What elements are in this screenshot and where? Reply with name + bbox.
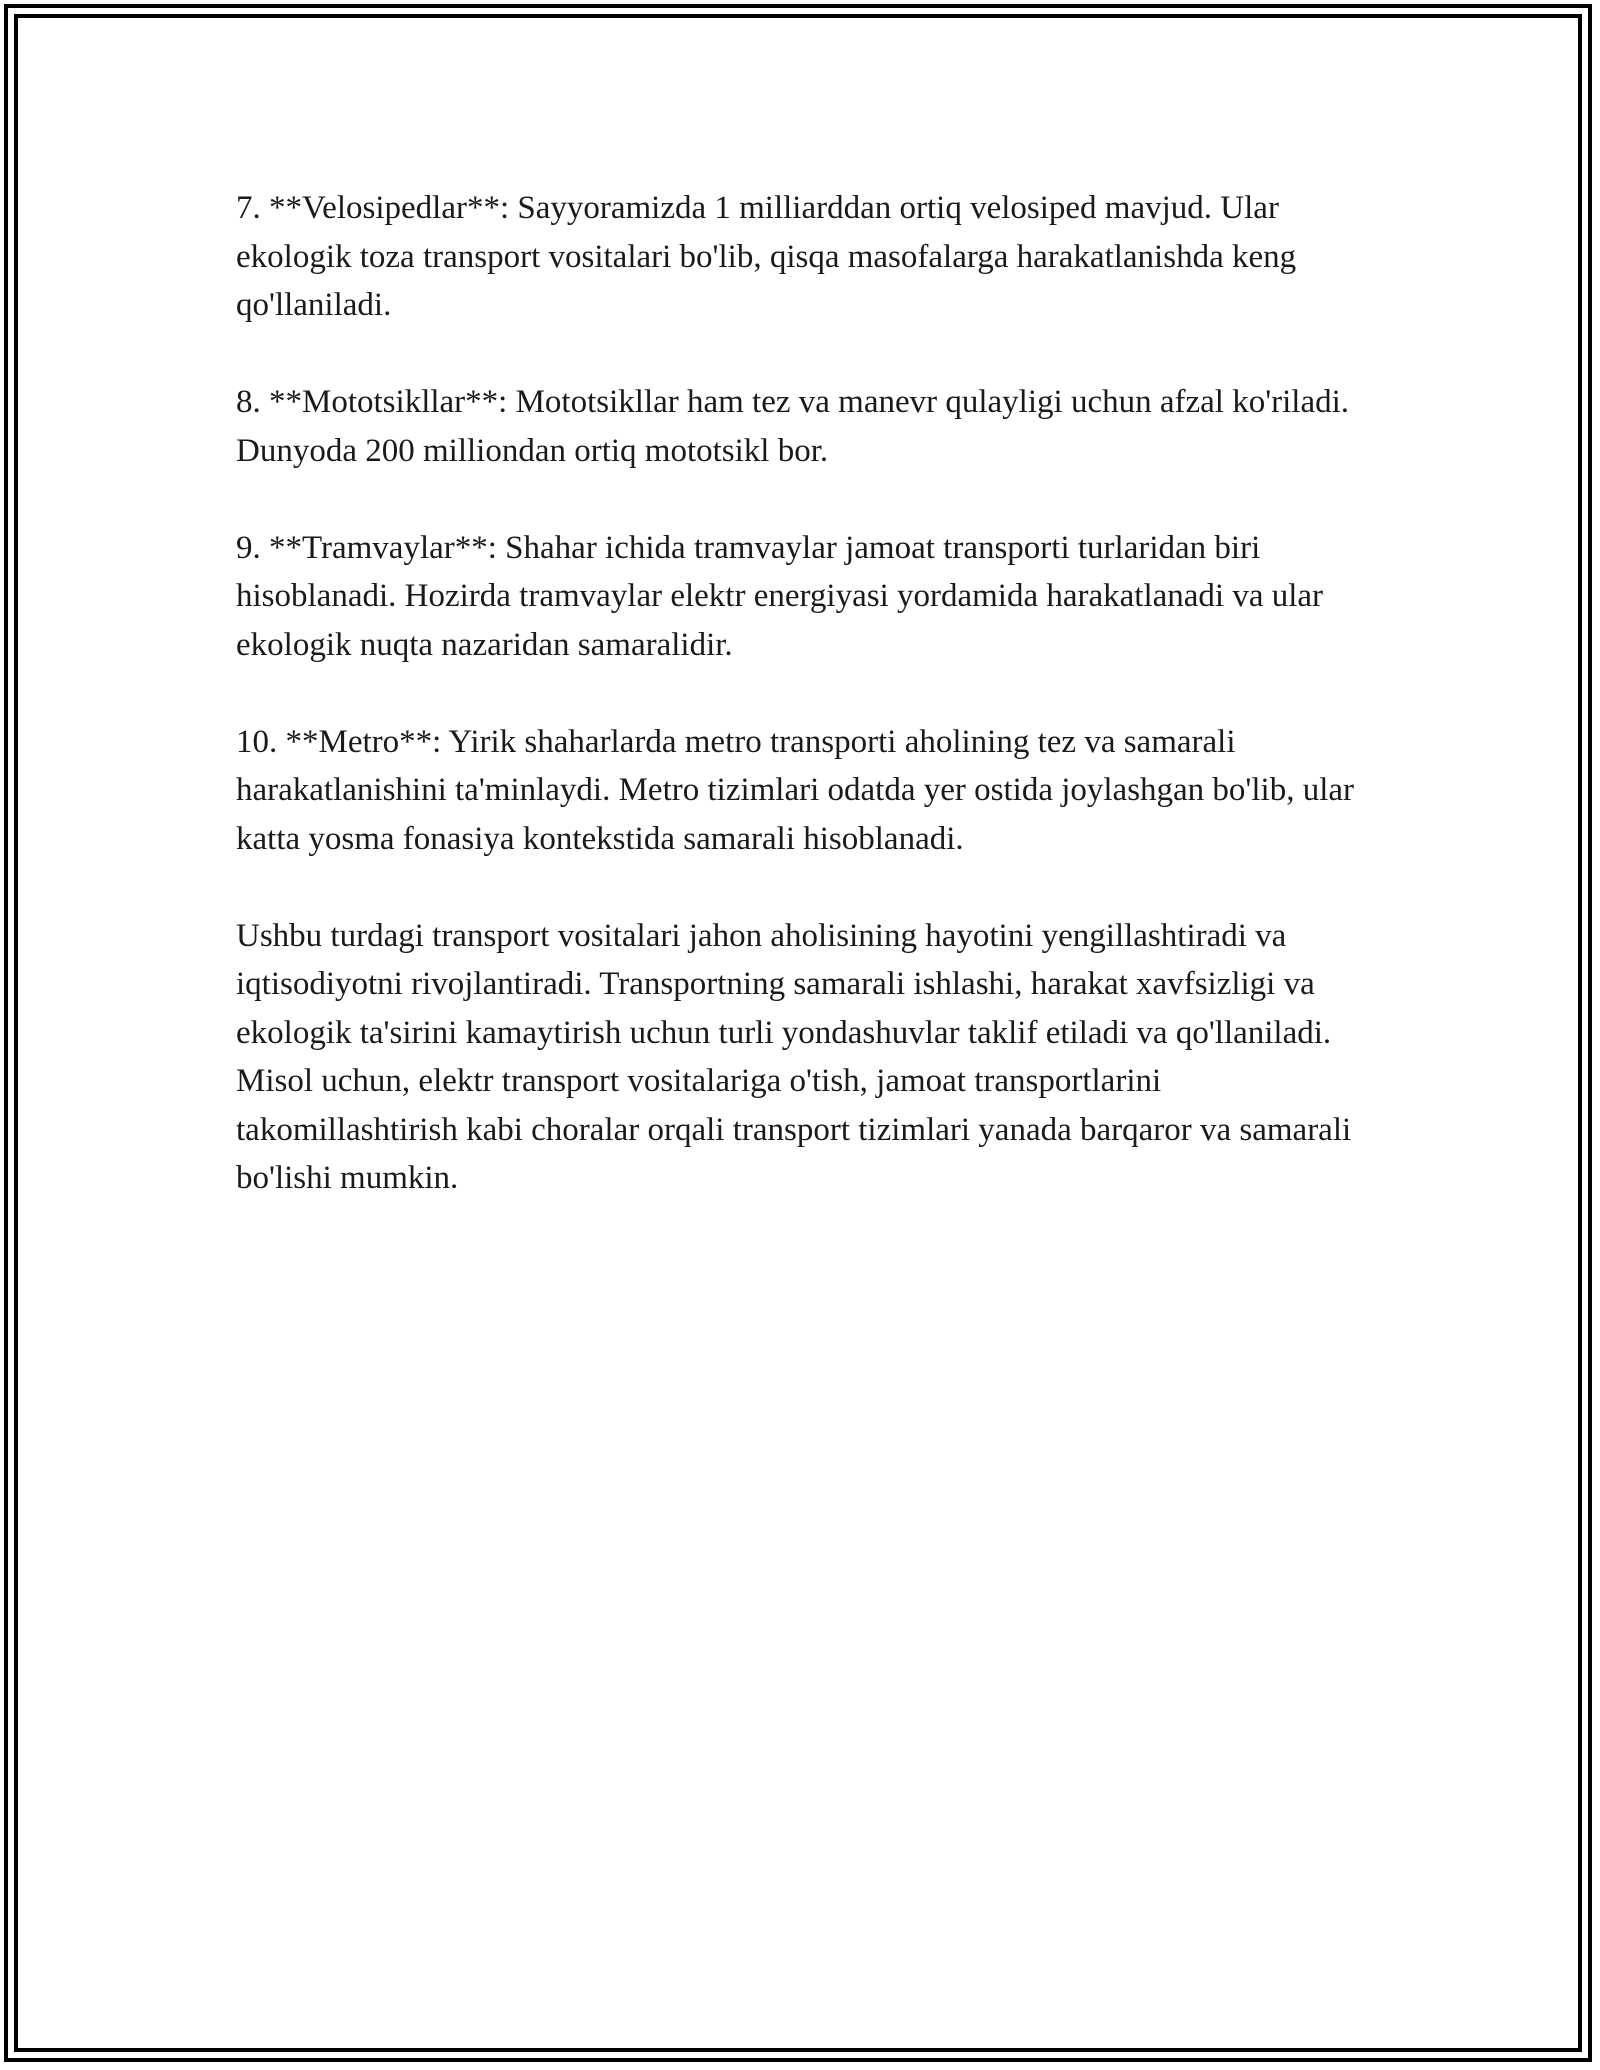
document-body — [236, 184, 1376, 1251]
paragraph-metro: 10. **Metro**: Yirik shaharlarda metro transporti aholining tez va samarali harakatlanishini ta'minlaydi. Metro tizimlari odatda yer ostida joylashgan bo'lib, ular katta yosma fonasiya kontekstida samarali hisoblanadi. — [236, 723, 1355, 857]
paragraph-mototsikllar: 8. **Mototsikllar**: Mototsikllar ham tez va manevr qulayligi uchun afzal ko'riladi. Dunyoda 200 milliondan ortiq mototsikl bor. — [236, 384, 1350, 469]
paragraph-tramvaylar: 9. **Tramvaylar**: Shahar ichida tramvaylar jamoat transporti turlaridan biri hisoblanadi. Hozirda tramvaylar elektr energiyasi yordamida harakatlanadi va ular ekologik nuqta nazaridan samaralidir. — [236, 529, 1324, 663]
paragraph-velosipedlar: 7. **Velosipedlar**: Sayyoramizda 1 milliarddan ortiq velosiped mavjud. Ular ekologik toza transport vositalari bo'lib, qisqa masofalarga harakatlanishda keng qo'llaniladi. — [236, 190, 1297, 323]
paragraph-conclusion: Ushbu turdagi transport vositalari jahon aholisining hayotini yengillashtiradi va iqtisodiyotni rivojlantiradi. Transportning samarali ishlashi, harakat xavfsizligi va ekologik ta'sirini kamaytirish uchun turli yondashuvlar taklif etiladi va qo'llaniladi. Misol uchun, elektr transport vositalariga o'tish, jamoat transportlarini takomillashtirish kabi choralar orqali transport tizimlari yanada barqaror va samarali bo'lishi mumkin. — [236, 917, 1352, 1196]
